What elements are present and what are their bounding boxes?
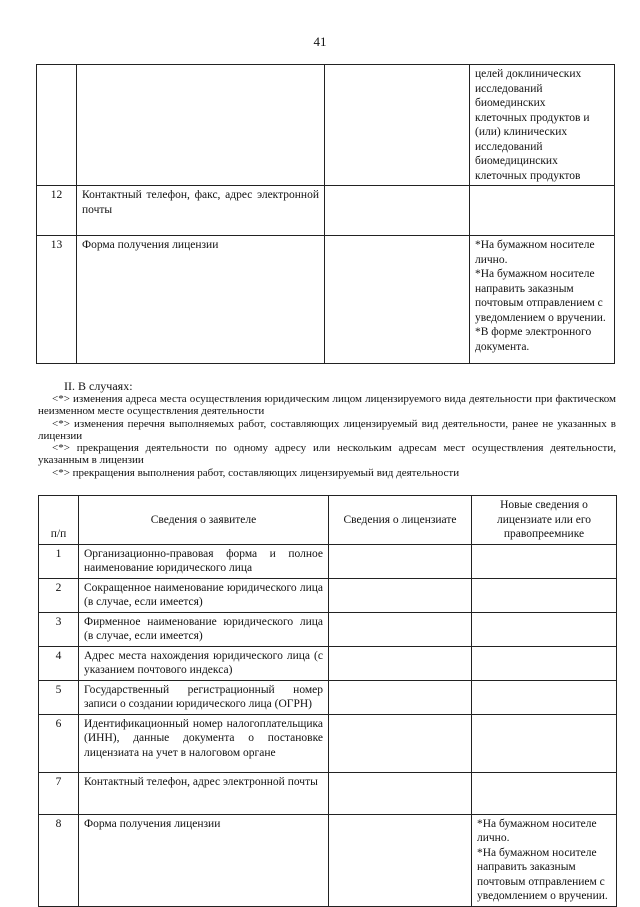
- row-label-cell: Форма получения лицензии: [79, 814, 329, 906]
- row-number-cell: [37, 65, 77, 186]
- licensee-changes-table: [38, 495, 617, 907]
- row-label-cell: Адрес места нахождения юридического лица (с указанием почтового индекса): [79, 646, 329, 680]
- table-row: [37, 236, 615, 364]
- row-number-cell: 4: [39, 646, 79, 680]
- section-title: II. В случаях:: [64, 379, 133, 393]
- case-item: <*> изменения адреса места осуществления юридическим лицом лицензируемого вида деятельности при фактическом неизменном месте осуществления деятельности: [38, 393, 616, 418]
- row-number-cell: 3: [39, 612, 79, 646]
- column-header-successor: Новые сведения о лицензиате или его правопреемнике: [472, 496, 617, 545]
- row-label-cell: Государственный регистрационный номер записи о создании юридического лица (ОГРН): [79, 680, 329, 714]
- row-value-cell: [325, 65, 470, 186]
- successor-value-cell: [472, 612, 617, 646]
- successor-value-cell: [472, 646, 617, 680]
- row-note-cell: *На бумажном носителе лично. *На бумажном носителе направить заказным почтовым отправлением с уведомлением о вручении. *В форме электронного документа.: [470, 236, 615, 364]
- table-row: [39, 714, 617, 772]
- table-row: [39, 544, 617, 578]
- table-row: [39, 680, 617, 714]
- successor-value-cell: [472, 578, 617, 612]
- licensee-value-cell: [329, 772, 472, 814]
- license-form-table-continued: [36, 64, 615, 364]
- row-label-cell: Контактный телефон, адрес электронной почты: [79, 772, 329, 814]
- row-label-cell: Форма получения лицензии: [77, 236, 325, 364]
- table-row: [39, 646, 617, 680]
- row-label-cell: Идентификационный номер налогоплательщика (ИНН), данные документа о постановке лицензиата на учет в налоговом органе: [79, 714, 329, 772]
- table-row: [39, 814, 617, 906]
- licensee-value-cell: [329, 680, 472, 714]
- successor-value-cell: [472, 714, 617, 772]
- row-label-cell: Фирменное наименование юридического лица (в случае, если имеется): [79, 612, 329, 646]
- case-item: <*> изменения перечня выполняемых работ, составляющих лицензируемый вид деятельности, ранее не указанных в лицензии: [38, 417, 616, 442]
- licensee-value-cell: [329, 578, 472, 612]
- table-row: [37, 65, 615, 186]
- successor-note-cell: *На бумажном носителе лично. *На бумажном носителе направить заказным почтовым отправлением с уведомлением о вручении.: [472, 814, 617, 906]
- row-value-cell: [325, 186, 470, 236]
- row-label-cell: Организационно-правовая форма и полное наименование юридического лица: [79, 544, 329, 578]
- case-item: <*> прекращения деятельности по одному адресу или нескольким адресам мест осуществления деятельности, указанным в лицензии: [38, 442, 616, 467]
- row-note-cell: [470, 186, 615, 236]
- licensee-value-cell: [329, 646, 472, 680]
- column-header-applicant: Сведения о заявителе: [79, 496, 329, 545]
- column-header-licensee: Сведения о лицензиате: [329, 496, 472, 545]
- row-number-cell: 13: [37, 236, 77, 364]
- licensee-value-cell: [329, 544, 472, 578]
- row-number-cell: 5: [39, 680, 79, 714]
- table-row: [39, 772, 617, 814]
- row-number-cell: 12: [37, 186, 77, 236]
- column-header-number: п/п: [39, 496, 79, 545]
- licensee-value-cell: [329, 814, 472, 906]
- successor-value-cell: [472, 544, 617, 578]
- page-number: 41: [313, 34, 327, 49]
- row-label-cell: Контактный телефон, факс, адрес электронной почты: [77, 186, 325, 236]
- row-number-cell: 7: [39, 772, 79, 814]
- row-number-cell: 6: [39, 714, 79, 772]
- row-note-cell: целей доклинических исследований биомединских клеточных продуктов и (или) клинических исследований биомедицинских клеточных продуктов: [470, 65, 615, 186]
- row-number-cell: 2: [39, 578, 79, 612]
- table-row: [39, 578, 617, 612]
- table-row: [39, 612, 617, 646]
- row-label-cell: Сокращенное наименование юридического лица (в случае, если имеется): [79, 578, 329, 612]
- table-header-row: [39, 496, 617, 545]
- row-label-cell: [77, 65, 325, 186]
- table-row: [37, 186, 615, 236]
- cases-section: [38, 379, 616, 479]
- successor-value-cell: [472, 680, 617, 714]
- licensee-value-cell: [329, 612, 472, 646]
- row-number-cell: 8: [39, 814, 79, 906]
- successor-value-cell: [472, 772, 617, 814]
- licensee-value-cell: [329, 714, 472, 772]
- row-number-cell: 1: [39, 544, 79, 578]
- case-item: <*> прекращения выполнения работ, составляющих лицензируемый вид деятельности: [52, 466, 460, 479]
- row-value-cell: [325, 236, 470, 364]
